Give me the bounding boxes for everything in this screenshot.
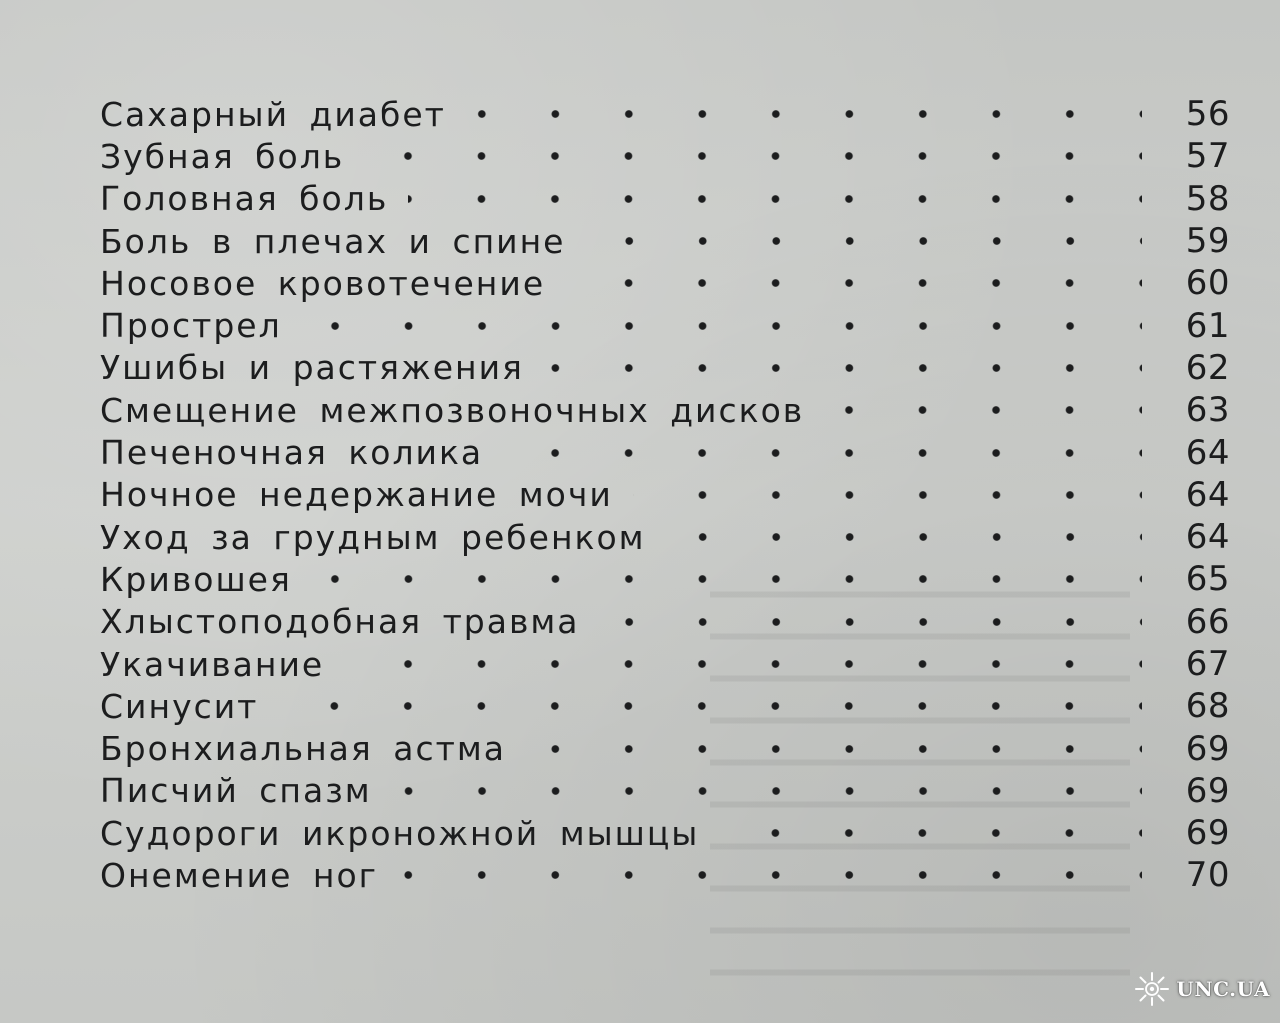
toc-dot-leader [392, 774, 1142, 808]
snowflake-star-icon [1134, 971, 1170, 1007]
toc-dot-leader [344, 647, 1142, 681]
toc-dot-leader [824, 393, 1142, 427]
toc-entry-title: Ночное недержание мочи [100, 475, 613, 515]
toc-entry-title: Укачивание [100, 644, 325, 684]
site-watermark [1134, 971, 1270, 1007]
table-of-contents [100, 93, 1230, 897]
toc-dot-leader [503, 436, 1142, 470]
toc-entry-title: Сахарный диабет [100, 94, 446, 134]
watermark-text: UNC.UA [1176, 977, 1270, 1001]
toc-entry-page: 64 [1185, 517, 1230, 558]
toc-entry-page: 59 [1185, 221, 1230, 262]
toc-dot-leader [302, 309, 1142, 343]
toc-entry-page: 69 [1185, 813, 1230, 854]
toc-entry-title: Синусит [100, 686, 259, 726]
toc-entry-title: Ушибы и растяжения [100, 348, 524, 388]
toc-entry-page: 64 [1185, 432, 1230, 473]
toc-entry-page: 64 [1185, 474, 1230, 515]
toc-entry [100, 643, 1230, 685]
toc-dot-leader [364, 139, 1142, 173]
toc-entry [100, 135, 1230, 177]
toc-dot-leader [719, 816, 1142, 850]
toc-entry-page: 56 [1185, 94, 1230, 135]
toc-entry-page: 67 [1185, 644, 1230, 684]
toc-entry-title: Печеночная колика [100, 433, 484, 473]
toc-entry-title: Боль в плечах и спине [100, 221, 566, 261]
toc-dot-leader [565, 266, 1142, 300]
toc-entry [100, 178, 1230, 220]
toc-entry-title: Бронхиальная астма [100, 729, 506, 769]
toc-entry-page: 62 [1185, 347, 1230, 388]
toc-entry-page: 57 [1185, 136, 1230, 177]
toc-entry [100, 262, 1230, 304]
toc-dot-leader [544, 351, 1142, 385]
toc-entry-title: Хлыстоподобная травма [100, 602, 580, 642]
toc-dot-leader [666, 520, 1142, 554]
toc-entry [100, 812, 1230, 854]
toc-entry-title: Судороги икроножной мышцы [100, 813, 700, 853]
toc-entry-page: 69 [1185, 728, 1230, 769]
toc-entry [100, 347, 1230, 389]
toc-entry-page: 68 [1185, 686, 1230, 727]
toc-dot-leader [278, 689, 1142, 723]
toc-entry-title: Зубная боль [100, 136, 345, 176]
toc-entry-title: Головная боль [100, 179, 389, 219]
toc-entry-title: Уход за грудным ребенком [100, 517, 646, 557]
toc-entry-page: 58 [1185, 178, 1230, 219]
toc-entry-page: 65 [1185, 559, 1230, 600]
toc-dot-leader [312, 562, 1142, 596]
toc-entry-page: 60 [1185, 263, 1230, 304]
toc-dot-leader [526, 732, 1142, 766]
toc-entry-title: Онемение ног [100, 855, 378, 895]
toc-entry-page: 66 [1185, 601, 1230, 642]
toc-entry [100, 93, 1230, 135]
toc-entry-page: 63 [1185, 390, 1230, 431]
toc-dot-leader [586, 224, 1143, 258]
toc-dot-leader [600, 605, 1142, 639]
toc-entry [100, 727, 1230, 769]
toc-entry [100, 770, 1230, 812]
toc-entry [100, 304, 1230, 346]
toc-dot-leader [633, 478, 1142, 512]
toc-entry [100, 474, 1230, 516]
toc-entry-title: Кривошея [100, 559, 292, 599]
toc-entry-page: 70 [1185, 855, 1230, 896]
toc-dot-leader [466, 97, 1142, 131]
toc-entry-title: Прострел [100, 306, 282, 346]
toc-entry [100, 601, 1230, 643]
toc-entry-title: Смещение межпозвоночных дисков [100, 390, 805, 430]
toc-entry [100, 220, 1230, 262]
toc-entry [100, 431, 1230, 473]
toc-entry [100, 558, 1230, 600]
toc-entry [100, 854, 1230, 896]
toc-entry [100, 685, 1230, 727]
toc-dot-leader [398, 858, 1142, 892]
toc-entry [100, 516, 1230, 558]
toc-entry-title: Носовое кровотечение [100, 263, 546, 303]
toc-entry-page: 61 [1185, 305, 1230, 346]
toc-entry-title: Писчий спазм [100, 771, 372, 811]
toc-entry-page: 69 [1185, 770, 1230, 811]
toc-dot-leader [408, 182, 1142, 216]
toc-entry [100, 389, 1230, 431]
